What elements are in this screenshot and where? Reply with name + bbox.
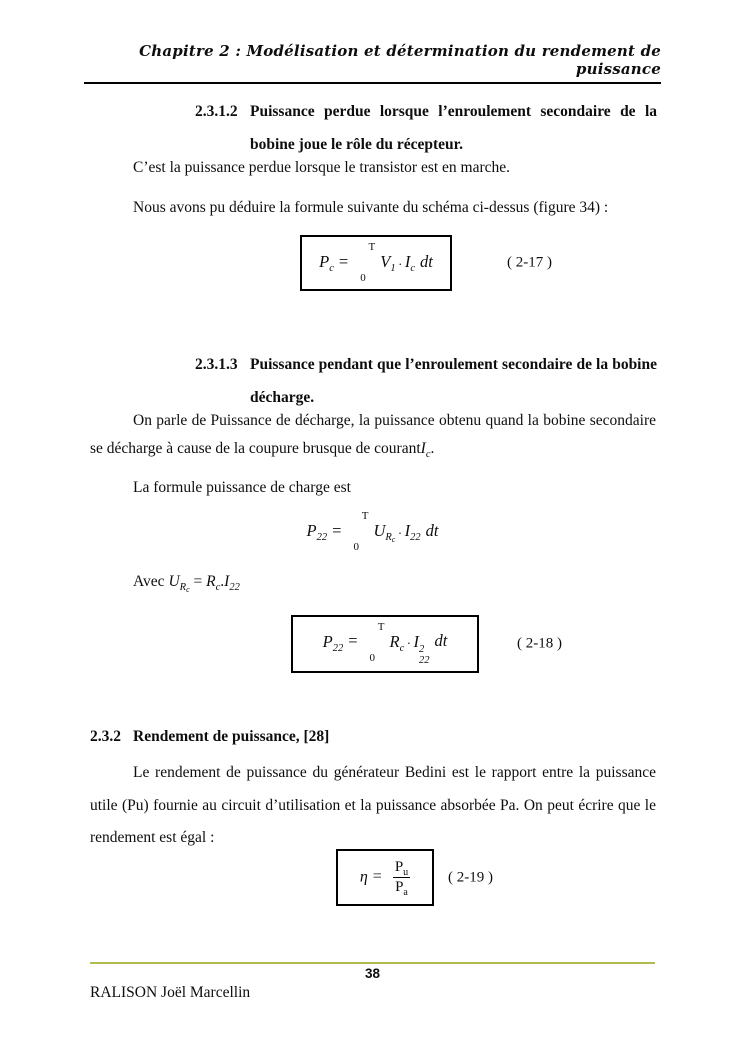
chapter-header-title: Chapitre 2 : Modélisation et détermination du rendement de puissance (139, 42, 661, 78)
integral-bounds (353, 511, 368, 553)
page-number: 38 (364, 966, 381, 981)
math-sub: 22 (410, 532, 421, 544)
math-eta: η (359, 868, 368, 886)
math-var: P (394, 858, 404, 875)
math-var-Ic: I (420, 440, 426, 457)
math-fraction (393, 859, 410, 897)
equation-row-2-18 (0, 615, 745, 673)
equation-number-2-17: ( 2-17 ) (507, 254, 552, 271)
integral-bounds (360, 242, 375, 284)
paragraph-formule-deduite: Nous avons pu déduire la formule suivante du schéma ci-dessus (figure 34) : (133, 199, 609, 216)
math-sub: a (403, 887, 408, 898)
section-number: 2.3.1.3 (195, 356, 238, 373)
integral-bounds (370, 622, 385, 664)
math-sub: c (215, 582, 221, 594)
math-var: R (206, 573, 216, 590)
math-dot: . (220, 573, 225, 590)
paragraph-rendement: Le rendement de puissance du générateur Bedini est le rapport entre la puissance utile (Pu) fournie au circuit d’utilisation et la puissance absorbée Pa. On peut écrire que le rendement est égal : (90, 764, 656, 846)
math-sub: 1 (390, 263, 396, 275)
math-sub: c (425, 449, 431, 461)
equation-box-2-18 (291, 615, 479, 673)
math-dt: dt (425, 520, 439, 540)
math-var: I (224, 573, 230, 590)
math-supsub (419, 644, 430, 666)
math-sub: R (179, 582, 187, 594)
math-dot: . (398, 252, 402, 268)
math-var: I (413, 631, 420, 651)
equation-box-2-19 (336, 849, 434, 906)
page-header (84, 42, 661, 84)
integral-upper: T (361, 510, 369, 522)
math-sub: 22 (229, 582, 240, 594)
math-subsub: c (186, 585, 190, 595)
equation-charge (307, 511, 439, 553)
section-title: Puissance perdue lorsque l’enroulement secondaire de la bobine joue le rôle du récepteur. (250, 103, 657, 153)
avec-word: Avec (133, 573, 169, 590)
math-equals: = (189, 573, 207, 590)
equation-2-18 (323, 622, 448, 667)
paragraph-formule-charge: La formule puissance de charge est (133, 479, 351, 496)
math-equals: = (338, 251, 349, 271)
math-dt: dt (434, 631, 448, 651)
math-var: P (319, 251, 330, 271)
math-var: U (168, 573, 180, 590)
math-dt: dt (420, 251, 433, 271)
math-sub: 22 (316, 532, 328, 544)
math-dot: . (398, 521, 402, 537)
math-sub: c (329, 263, 334, 275)
math-dot: . (407, 632, 411, 648)
math-sup: 2 (419, 644, 425, 656)
math-sub: u (403, 866, 409, 878)
math-var: R (389, 631, 400, 651)
equation-2-17 (319, 242, 433, 284)
equation-row-2-17 (0, 235, 745, 291)
equation-number-2-19: ( 2-19 ) (448, 869, 493, 885)
math-var: V (380, 251, 391, 271)
math-subsub: c (391, 535, 396, 545)
footer-author: RALISON Joël Marcellin (90, 984, 251, 1001)
paragraph-decharge (90, 407, 656, 463)
paragraph-text: On parle de Puissance de décharge, la puissance obtenu quand la bobine secondaire se décharge à cause de la coupure brusque de courant (90, 412, 656, 457)
section-heading-232 (90, 727, 657, 747)
math-var: I (404, 520, 411, 540)
equation-number-2-18: ( 2-18 ) (517, 635, 562, 652)
paragraph-transistor: C’est la puissance perdue lorsque le transistor est en marche. (133, 159, 511, 176)
equation-box-2-17 (300, 235, 452, 291)
integral-lower: 0 (369, 651, 376, 664)
equation-2-19 (360, 859, 410, 897)
paragraph-avec (133, 568, 656, 596)
math-equals: = (348, 631, 358, 651)
math-var: U (373, 520, 386, 540)
math-equals: = (332, 520, 342, 540)
footer-rule (90, 962, 655, 964)
integral-lower: 0 (360, 272, 366, 284)
equation-row-charge (0, 505, 745, 559)
math-equals: = (372, 868, 382, 886)
math-sub: 22 (419, 655, 430, 667)
integral-upper: T (368, 241, 376, 253)
math-var: P (306, 520, 317, 540)
math-sub: 22 (332, 642, 344, 654)
math-sub: c (410, 263, 415, 275)
math-sub: R (385, 532, 392, 544)
paragraph-end: . (430, 440, 435, 457)
math-var: P (322, 631, 333, 651)
section-heading-2312 (195, 95, 657, 161)
section-title: Puissance pendant que l’enroulement secondaire de la bobine décharge. (250, 356, 657, 406)
integral-lower: 0 (353, 541, 359, 553)
math-var: P (395, 879, 404, 895)
math-var: I (404, 251, 411, 271)
section-heading-2313 (195, 348, 657, 414)
equation-row-2-19 (0, 849, 745, 906)
section-number: 2.3.1.2 (195, 103, 238, 120)
math-sub: c (399, 642, 405, 654)
section-title: Rendement de puissance, [28] (133, 728, 330, 745)
section-number: 2.3.2 (90, 728, 121, 745)
integral-upper: T (377, 620, 385, 633)
